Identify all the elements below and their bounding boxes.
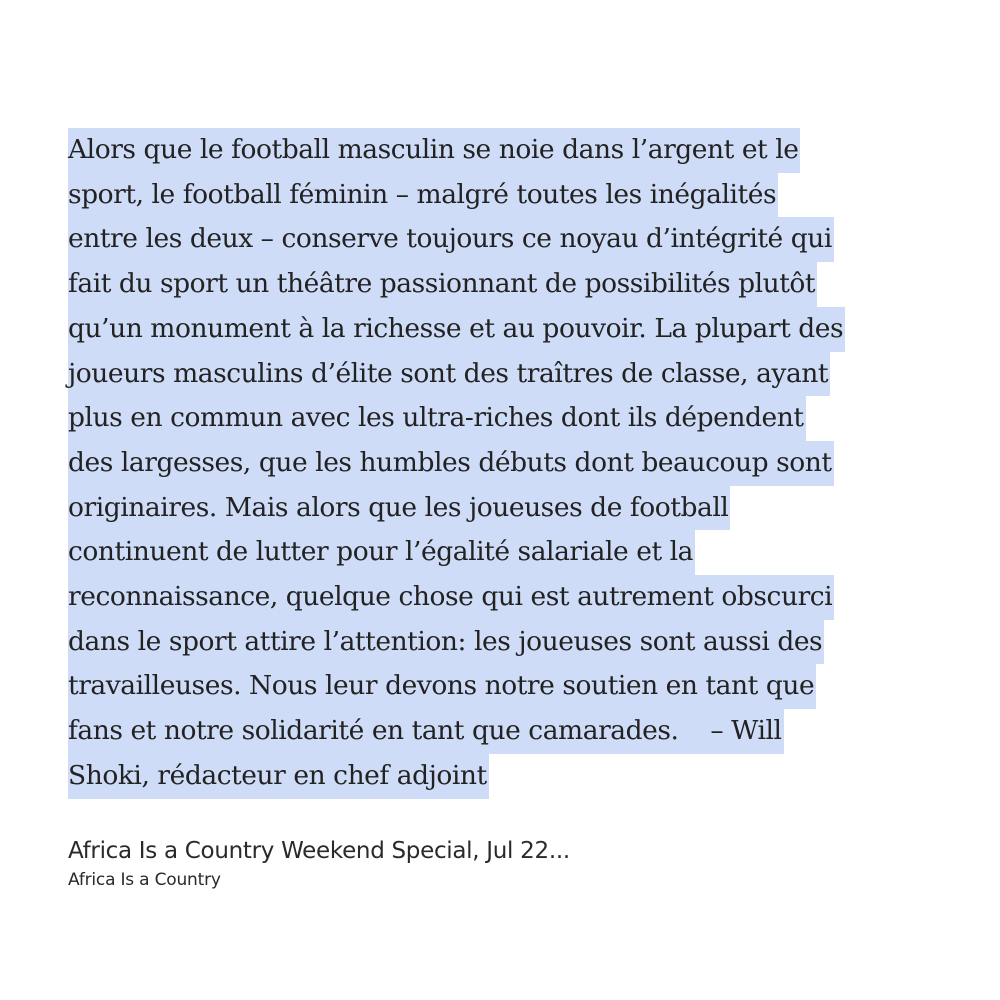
quote-line: fans et notre solidarité en tant que camarades. – Will (68, 709, 784, 754)
quote-line: continuent de lutter pour l’égalité salariale et la (68, 530, 695, 575)
quote-line: dans le sport attire l’attention: les joueuses sont aussi des (68, 620, 824, 665)
quote-line: originaires. Mais alors que les joueuses de football (68, 486, 730, 531)
quote-line: qu’un monument à la richesse et au pouvoir. La plupart des (68, 307, 845, 352)
quote-line: des largesses, que les humbles débuts dont beaucoup sont (68, 441, 834, 486)
highlighted-quote (68, 128, 928, 799)
quote-line: joueurs masculins d’élite sont des traîtres de classe, ayant (68, 352, 830, 397)
quote-line: Alors que le football masculin se noie dans l’argent et le (68, 128, 800, 173)
source-title[interactable]: Africa Is a Country Weekend Special, Jul 22... (68, 838, 570, 864)
quote-line: reconnaissance, quelque chose qui est autrement obscurci (68, 575, 834, 620)
quote-line: Shoki, rédacteur en chef adjoint (68, 754, 489, 799)
quote-source[interactable] (68, 834, 928, 892)
quote-line: plus en commun avec les ultra-riches dont ils dépendent (68, 396, 806, 441)
quote-text (68, 128, 928, 799)
source-publisher: Africa Is a Country (68, 870, 221, 890)
quote-line: fait du sport un théâtre passionnant de possibilités plutôt (68, 262, 817, 307)
quote-line: travailleuses. Nous leur devons notre soutien en tant que (68, 664, 816, 709)
quote-line: sport, le football féminin – malgré toutes les inégalités (68, 173, 778, 218)
quote-line: entre les deux – conserve toujours ce noyau d’intégrité qui (68, 217, 834, 262)
